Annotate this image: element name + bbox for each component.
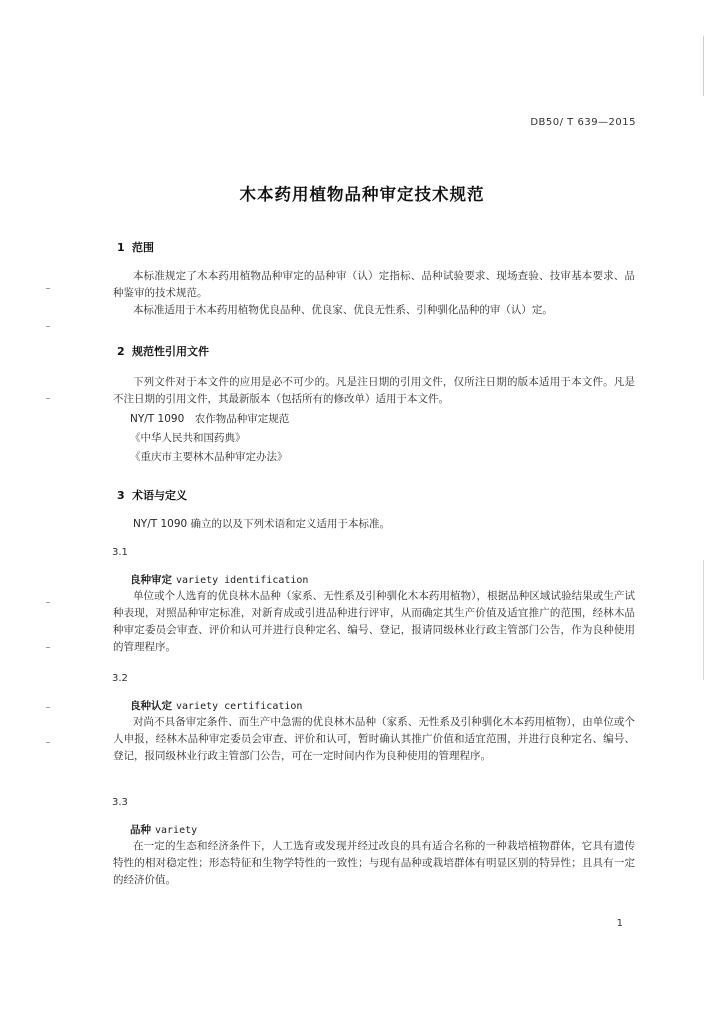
term-chinese: 品种 xyxy=(130,824,151,836)
reference-item: NY/T 1090 农作物品种审定规范 xyxy=(130,413,290,425)
section-title: 范围 xyxy=(132,241,154,254)
section-heading xyxy=(117,343,209,359)
section-heading xyxy=(117,239,154,255)
paragraph: NY/T 1090 确立的以及下列术语和定义适用于本标准。 xyxy=(132,518,391,530)
margin-tick xyxy=(46,288,50,289)
term-english: variety certification xyxy=(176,701,303,712)
term-chinese: 良种审定 xyxy=(130,574,172,586)
section-number: 3 xyxy=(117,489,125,502)
paragraph: 本标准规定了木本药用植物品种审定的品种审（认）定指标、品种试验要求、现场查验、技审基本要求、品种鉴审的技术规范。 xyxy=(113,270,635,299)
margin-tick xyxy=(46,398,50,399)
paragraph: 下列文件对于本文件的应用是必不可少的。凡是注日期的引用文件，仅所注日期的版本适用于本文件。凡是不注日期的引用文件，其最新版本（包括所有的修改单）适用于本文件。 xyxy=(113,376,635,405)
margin-tick xyxy=(46,742,50,743)
clause-number: 3.3 xyxy=(112,797,128,808)
margin-tick xyxy=(46,647,50,648)
margin-tick xyxy=(46,326,50,327)
term-heading xyxy=(130,822,197,837)
term-heading xyxy=(130,572,308,587)
reference-item: 《中华人民共和国药典》 xyxy=(130,432,246,444)
document-title: 木本药用植物品种审定技术规范 xyxy=(239,185,485,204)
section-title: 规范性引用文件 xyxy=(132,345,209,358)
term-english: variety xyxy=(155,825,198,836)
section-number: 2 xyxy=(117,345,125,358)
margin-tick xyxy=(46,602,50,603)
section-number: 1 xyxy=(117,241,125,254)
scan-edge-line xyxy=(703,36,704,96)
term-chinese: 良种认定 xyxy=(130,700,172,712)
term-definition: 对尚不具备审定条件、而生产中急需的优良林木品种（家系、无性系及引种驯化木本药用植物），由单位或个人申报，经林木品种审定委员会审查、评价和认可，暂时确认其推广价值和适宜范围，并进行良种定名、编号、登记，报同级林业行政主管部门公告，可在一定时间内作为良种使用的管理程序。 xyxy=(113,716,635,762)
clause-number: 3.2 xyxy=(112,673,128,684)
term-heading xyxy=(130,698,302,713)
term-definition: 在一定的生态和经济条件下，人工选育或发现并经过改良的具有适合名称的一种栽培植物群体，它具有遗传特性的相对稳定性；形态特征和生物学特性的一致性；与现有品种或栽培群体有明显区别的特异性；且具有一定的经济价值。 xyxy=(113,840,635,886)
term-english: variety identification xyxy=(176,575,309,586)
reference-item: 《重庆市主要林木品种审定办法》 xyxy=(130,451,288,463)
section-title: 术语与定义 xyxy=(132,489,187,502)
clause-number: 3.1 xyxy=(112,547,128,558)
scan-edge-line xyxy=(703,560,704,680)
paragraph: 本标准适用于木本药用植物优良品种、优良家、优良无性系、引种驯化品种的审（认）定。 xyxy=(132,304,553,316)
page-number: 1 xyxy=(616,918,623,929)
section-heading xyxy=(117,487,187,503)
term-definition: 单位或个人选育的优良林木品种（家系、无性系及引种驯化木本药用植物），根据品种区域试验结果或生产试种表现，对照品种审定标准，对新育成或引进品种进行评审，从而确定其生产价值及适宜推广的范围，经林木品种审定委员会审查、评价和认可并进行良种定名、编号、登记，报请同级林业行政主管部门公告，作为良种使用的管理程序。 xyxy=(113,590,635,653)
margin-tick xyxy=(46,707,50,708)
document-code: DB50/ T 639—2015 xyxy=(530,117,636,128)
